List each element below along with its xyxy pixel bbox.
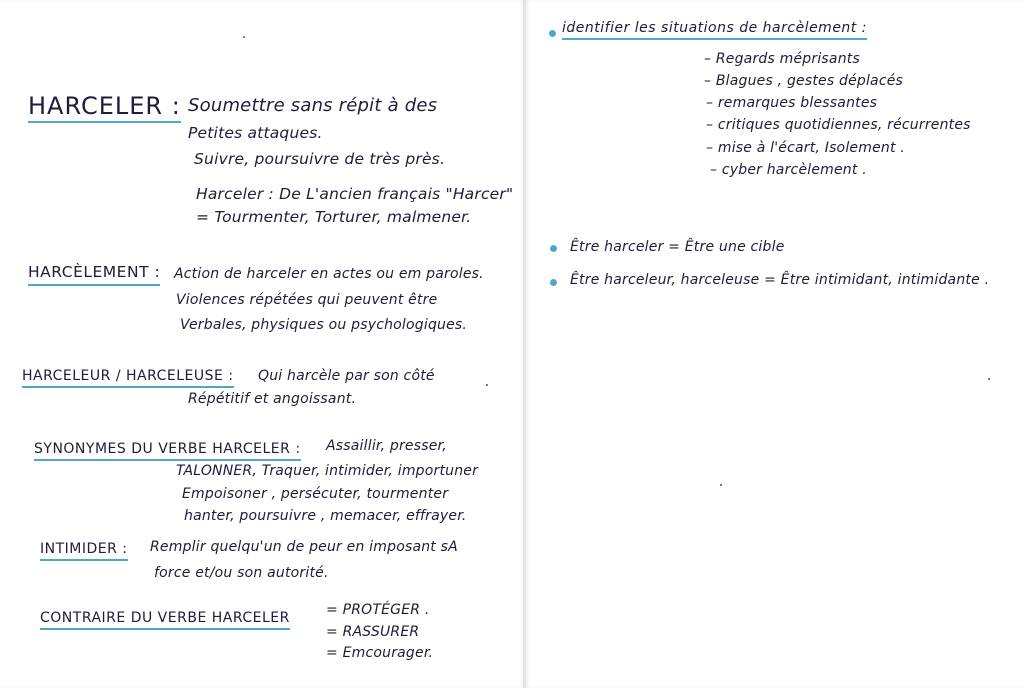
situation-item: – Regards méprisants <box>704 51 860 67</box>
situation-item: – remarques blessantes <box>706 95 878 111</box>
term-harceler: HARCELER : <box>28 94 181 123</box>
bullet-dot <box>550 245 557 252</box>
definition-line: force et/ou son autorité. <box>154 565 329 581</box>
bullet-line: Être harceler = Être une cible <box>570 239 785 255</box>
situation-item: – critiques quotidiennes, récurrentes <box>706 117 971 133</box>
bullet-dot <box>549 30 556 37</box>
definition-line: Petites attaques. <box>188 124 323 142</box>
term-contraire: CONTRAIRE DU VERBE HARCELER <box>40 611 290 630</box>
definition-line: Action de harceler en actes ou em paroles. <box>174 266 484 282</box>
paper-speck <box>243 36 245 38</box>
synonym-line: Empoisoner , persécuter, tourmenter <box>182 486 449 502</box>
paper-speck <box>486 384 488 386</box>
synonym-line: TALONNER, Traquer, intimider, importuner <box>176 463 479 479</box>
bullet-dot <box>550 279 557 286</box>
term-harcelement: HARCÈLEMENT : <box>28 265 160 286</box>
term-harceleur: HARCELEUR / HARCELEUSE : <box>22 369 234 388</box>
paper-speck <box>988 378 990 380</box>
paper-speck <box>720 484 722 486</box>
antonym-line: = PROTÉGER . <box>326 602 430 618</box>
situation-item: – mise à l'écart, Isolement . <box>706 140 905 156</box>
definition-line: Verbales, physiques ou psychologiques. <box>180 317 468 333</box>
situation-item: – Blagues , gestes déplacés <box>704 73 904 89</box>
term-intimider: INTIMIDER : <box>40 542 128 561</box>
antonym-line: = RASSURER <box>326 624 420 640</box>
synonym-line: hanter, poursuivre , memacer, effrayer. <box>184 508 467 524</box>
situation-item: – cyber harcèlement . <box>710 162 867 178</box>
definition-line: Suivre, poursuivre de très près. <box>194 150 446 168</box>
etymology-line: = Tourmenter, Torturer, malmener. <box>196 208 472 226</box>
definition-line: Remplir quelqu'un de peur en imposant sA <box>150 539 458 555</box>
term-synonymes: SYNONYMES DU VERBE HARCELER : <box>34 442 301 461</box>
antonym-line: = Emcourager. <box>326 645 434 661</box>
situations-heading: identifier les situations de harcèlement : <box>562 21 867 40</box>
etymology-line: Harceler : De L'ancien français "Harcer" <box>196 185 514 203</box>
synonym-line: Assaillir, presser, <box>326 438 447 454</box>
bullet-line: Être harceleur, harceleuse = Être intimidant, intimidante . <box>570 272 990 288</box>
definition-line: Qui harcèle par son côté <box>258 368 435 384</box>
definition-line: Répétitif et angoissant. <box>188 391 357 407</box>
page-fold-divider <box>523 0 526 688</box>
definition-line: Soumettre sans répit à des <box>188 95 438 116</box>
definition-line: Violences répétées qui peuvent être <box>176 292 438 308</box>
